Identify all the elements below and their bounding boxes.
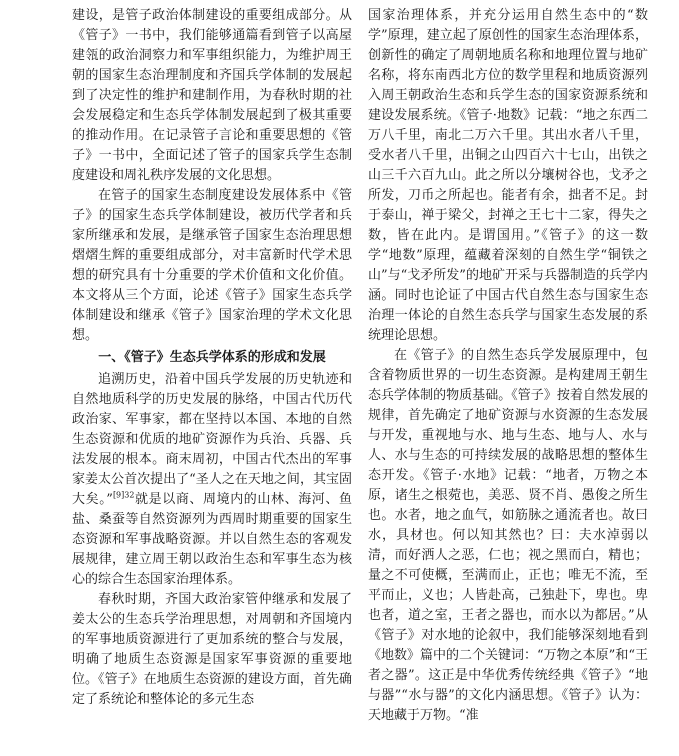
left-column: [72, 6, 352, 756]
section-heading: 一、《管子》生态兵学体系的形成和发展: [98, 350, 326, 365]
paragraph: [72, 370, 352, 590]
paragraph: 在《管子》的自然生态兵学发展原理中，包含着物质世界的一切生态资源。是构建周王朝生态兵学体制的物质基础。《管子》按着自然发展的规律，首先确定了地矿资源与水资源的生态发展与开发，重视地与水、地与生态、地与人、水与人、水与生态的可持续发展的战略思想的整体生态开发。《管子·水地》记载：“地者，万物之本原，诸生之根菀也，美恶、贤不肖、愚俊之所生也。水者，地之血气，如筋脉之通流者也。故曰水，具材也。何以知其然也？曰：夫水淖弱以清，而好洒人之恶，仁也；视之黑而白，精也；量之不可使概，至满而止，正也；唯无不流，至平而止，义也；人皆赴高，己独赴下，卑也。卑也者，道之室，王者之器也，而水以为都居。”从《管子》对水地的论叙中，我们能够深刻地看到《地数》篇中的二个关键词：“万物之本原”和“王者之器”。这正是中华优秀传统经典《管子》“地与器”“水与器”的文化内涵思想。《管子》认为：天地藏于万物。“准: [368, 348, 648, 723]
paragraph: 春秋时期，齐国大政治家管仲继承和发展了姜太公的生态兵学治理思想，对周朝和齐国境内的军事地质资源进行了更加系统的整合与发展，明确了地质生态资源是国家军事资源的重要地位。《管子》在地质生态资源的建设方面，首先确定了系统论和整体论的多元生态: [72, 592, 352, 707]
paragraph-text: 追溯历史，沿着中国兵学发展的历史轨迹和自然地质科学的历史发展的脉络，中国古代历代政治家、军事家，都在坚持以本国、本地的自然生态资源和优质的地矿资源作为兵治、兵器、兵法发展的根本。商末周初，中国古代杰出的军事家姜太公首次提出了“圣人之在天地之间，其宝固大矣。”: [72, 372, 352, 507]
right-column: [368, 6, 648, 756]
citation-reference: [9]32: [112, 490, 135, 500]
paragraph: 国家治理体系，并充分运用自然生态中的“数学”原理，建立起了原创性的国家生态治理体系，创新性的确定了周朝地质名称和地理位置与地矿名称，将东南西北方位的数学里程和地质资源列入周王朝政治生态和兵学生态的国家资源系统和建设发展系统。《管子·地数》记载：“地之东西二万八千里，南北二万六千里。其出水者八千里，受水者八千里，出铜之山四百六十七山，出铁之山三千六百九山。此之所以分壤树谷也，戈矛之所发，刀币之所起也。能者有余，拙者不足。封于泰山，禅于梁父，封禅之王七十二家，得失之数，皆在此内。是谓国用。”《管子》的这一数学“地数”原理，蕴藏着深刻的自然生学“铜铁之山”与“戈矛所发”的地矿开采与兵器制造的兵学内涵。同时也论证了中国古代自然生态与国家生态治理一体论的自然生态兵学与国家生态发展的系统理论思想。: [368, 8, 648, 343]
paragraph: 在管子的国家生态制度建设发展体系中《管子》的国家生态兵学体制建设，被历代学者和兵家所继承和发展，是继承管子国家生态治理思想熠熠生辉的重要组成部分，对丰富新时代学术思想的研究具有十分重要的学术价值和文化价值。本文将从三个方面，论述《管子》国家生态兵学体制建设和继承《管子》国家治理的学术文化思想。: [72, 188, 352, 343]
paragraph-text: 就是以商、周境内的山林、海河、鱼盐、桑蚕等自然资源列为西周时期重要的国家生态资源和军事战略资源。并以自然生态的客观发展规律，建立周王朝以政治生态和军事生态为核心的综合生态国家治理体系。: [72, 492, 352, 587]
paragraph: 建设，是管子政治体制建设的重要组成部分。从《管子》一书中，我们能够通篇看到管子以高屋建瓴的政治洞察力和军事组织能力，为维护周王朝的国家生态治理制度和齐国兵学体制的发展起到了决定性的维护和建制作用，为春秋时期的社会发展稳定和生态兵学体制发展起到了极其重要的推动作用。在记录管子言论和重要思想的《管子》一书中，全面记述了管子的国家兵学生态制度建设和周礼秩序发展的文化思想。: [72, 8, 352, 183]
